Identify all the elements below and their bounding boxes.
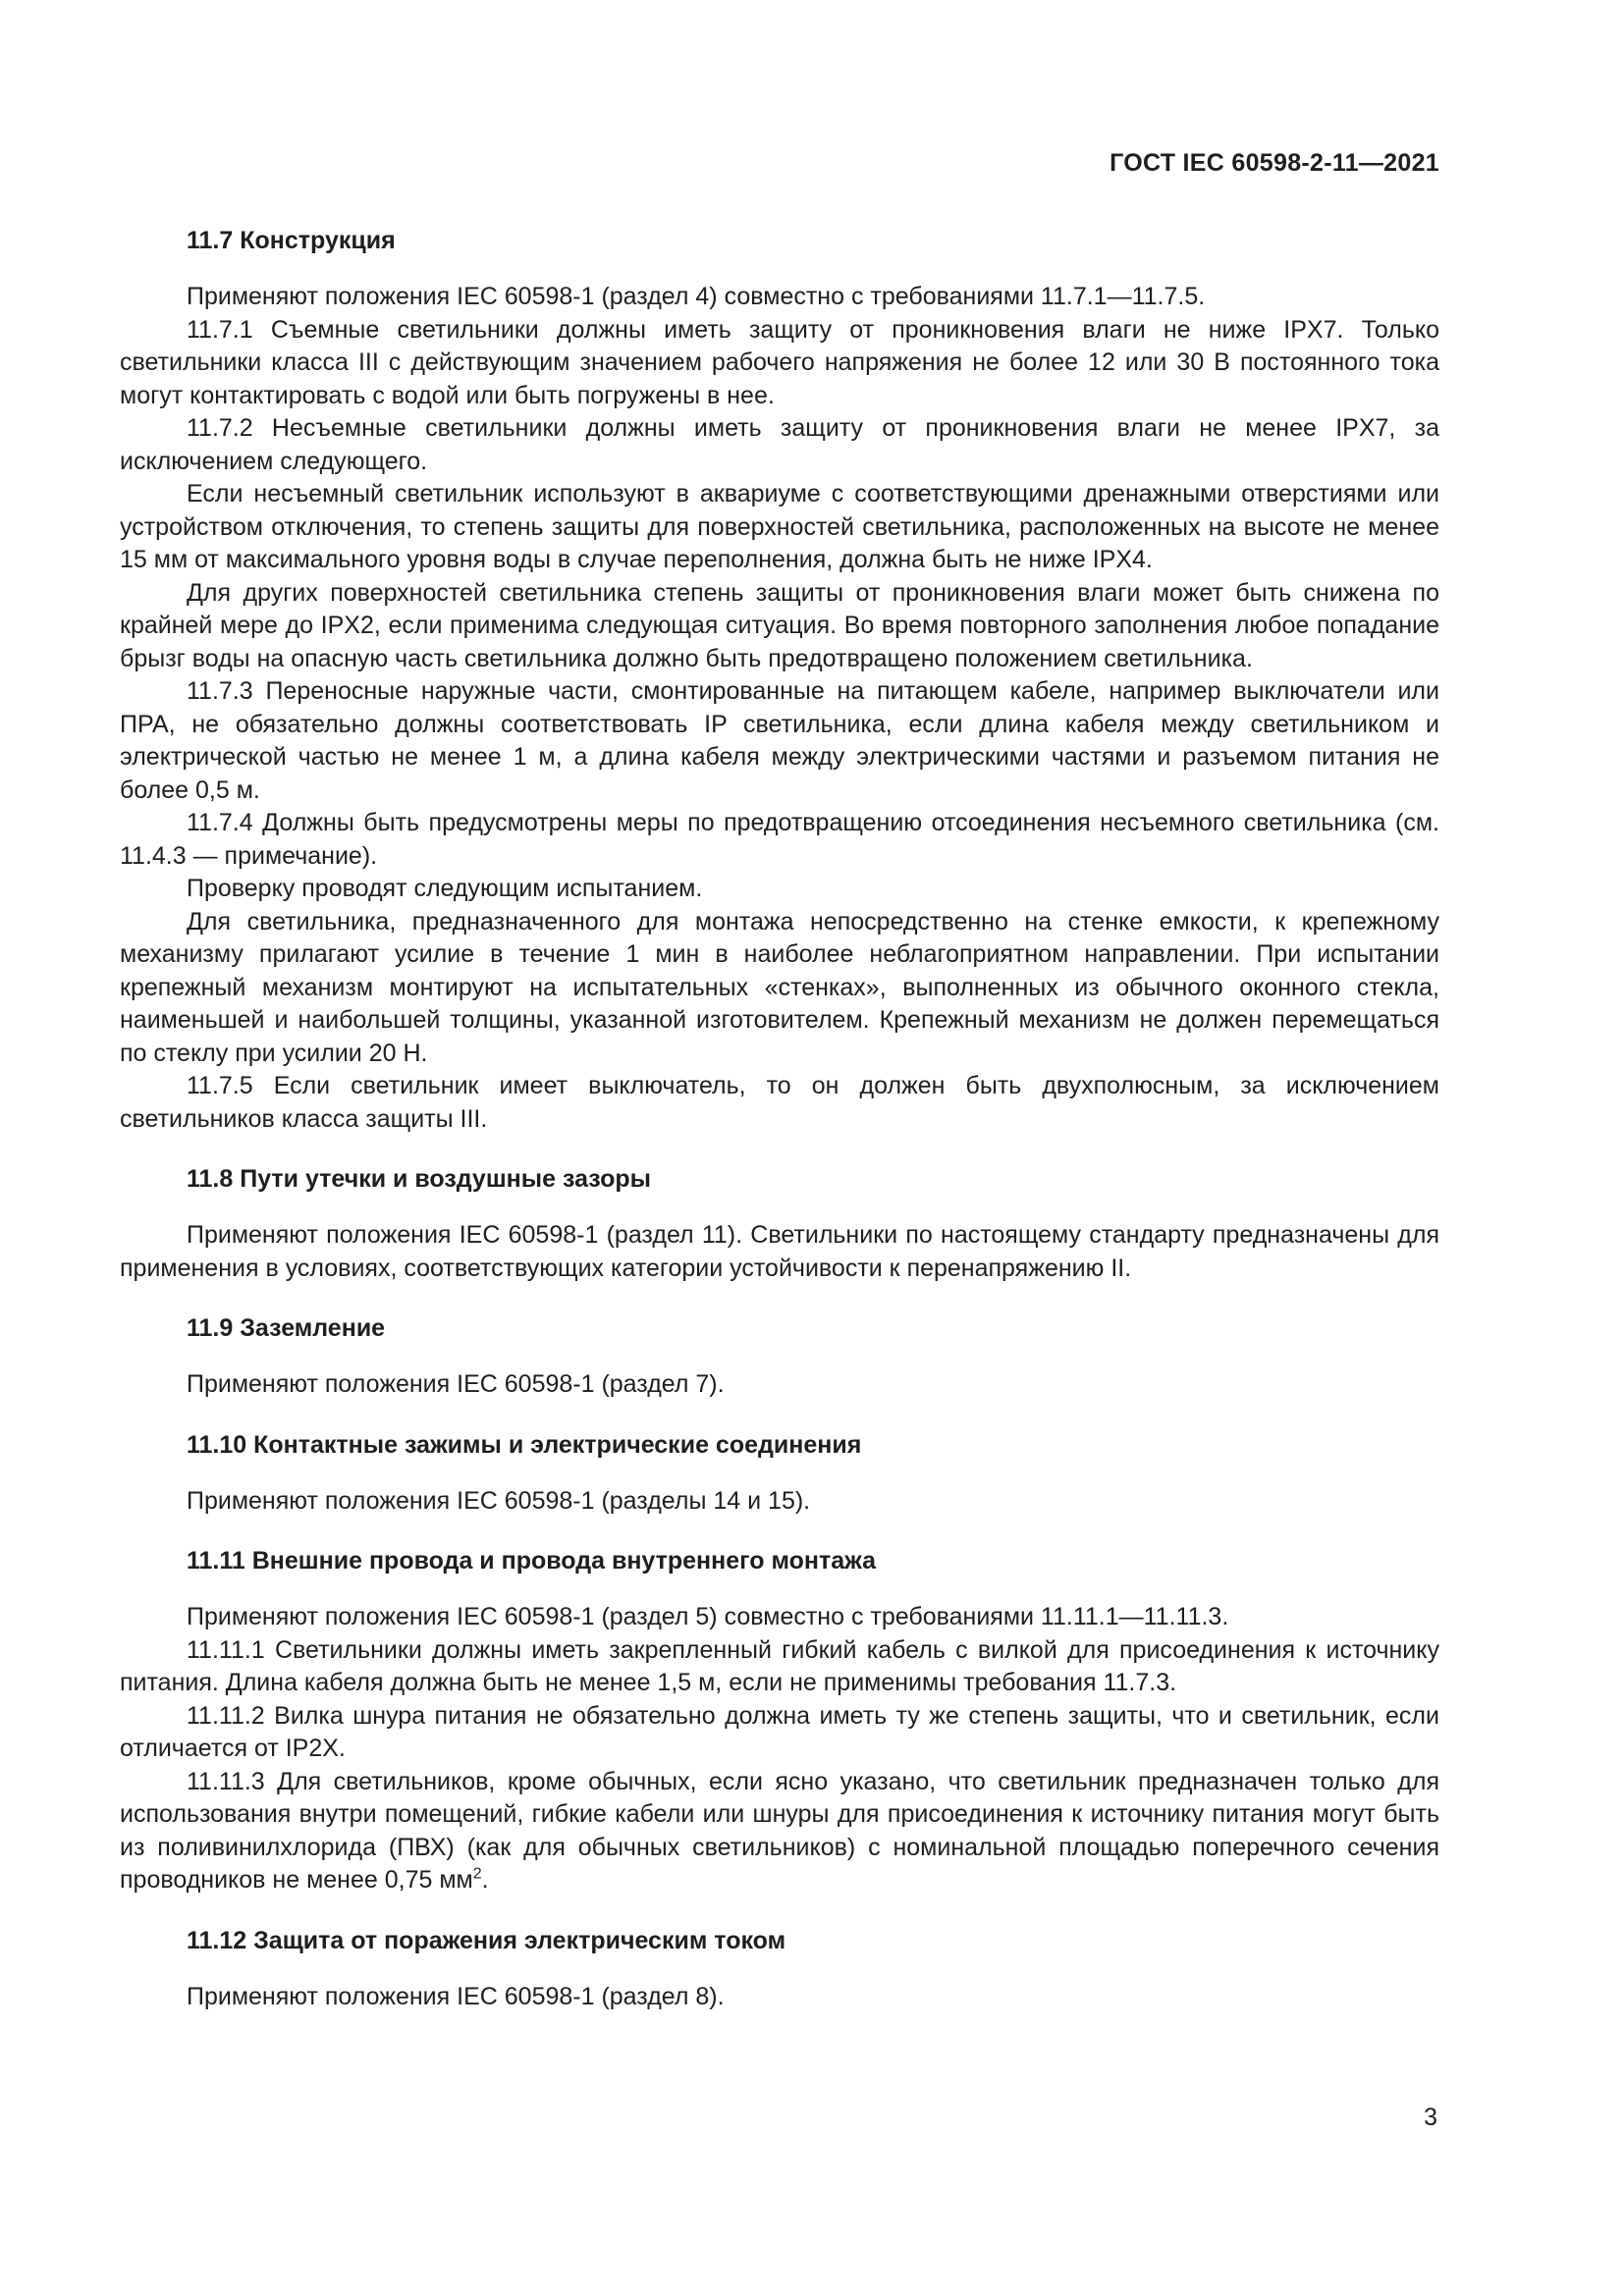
paragraph	[120, 1766, 1439, 1897]
paragraph: Применяют положения IEC 60598-1 (раздел 4) совместно с требованиями 11.7.1—11.7.5.	[187, 283, 1206, 310]
paragraph: Применяют положения IEC 60598-1 (раздел 8).	[187, 1982, 725, 2010]
section-11-7	[120, 225, 1439, 1136]
section-11-12	[120, 1925, 1439, 2014]
section-heading: 11.7 Конструкция	[187, 227, 396, 254]
paragraph-end: .	[481, 1866, 489, 1894]
section-11-11	[120, 1545, 1439, 1897]
paragraph-text: 11.11.3 Для светильников, кроме обычных, если ясно указано, что светильник предназначен только для использования внутри помещений, гибкие кабели или шнуры для присоединения к источнику питания могут быть из поливинилхлорида (ПВХ) (как для обычных светильников) с номинальной площадью поперечного сечения проводников не менее 0,75 мм	[120, 1767, 1439, 1894]
paragraph: Для светильника, предназначенного для монтажа непосредственно на стенке емкости, к крепежному механизму прилагают усилие в течение 1 мин в наиболее неблагоприятном направлении. При испытании крепежный механизм монтируют на испытательных «стенках», выполненных из обычного оконного стекла, наименьшей и наибольшей толщины, указанной изготовителем. Крепежный механизм не должен перемещаться по стеклу при усилии 20 Н.	[120, 907, 1439, 1067]
paragraph: 11.11.1 Светильники должны иметь закрепленный гибкий кабель с вилкой для присоединения к источнику питания. Длина кабеля должна быть не менее 1,5 м, если не применимы требования 11.7.3.	[120, 1635, 1439, 1696]
section-heading: 11.9 Заземление	[187, 1314, 386, 1342]
paragraph: Применяют положения IEC 60598-1 (разделы 14 и 15).	[187, 1486, 811, 1515]
paragraph: 11.7.4 Должны быть предусмотрены меры по предотвращению отсоединения несъемного светильника (см. 11.4.3 — примечание).	[120, 809, 1439, 870]
paragraph: Если несъемный светильник используют в аквариуме с соответствующими дренажными отверстиями или устройством отключения, то степень защиты для поверхностей светильника, расположенных на высоте не менее 15 мм от максимального уровня воды в случае переполнения, должна быть не ниже IPX4.	[120, 480, 1439, 573]
paragraph: Для других поверхностей светильника степень защиты от проникновения влаги может быть снижена по крайней мере до IPX2, если применима следующая ситуация. Во время повторного заполнения любое попадание брызг воды на опасную часть светильника должно быть предотвращено положением светильника.	[120, 578, 1439, 672]
paragraph: 11.7.2 Несъемные светильники должны иметь защиту от проникновения влаги не менее IPX7, за исключением следующего.	[120, 414, 1439, 475]
paragraph: 11.7.5 Если светильник имеет выключатель, то он должен быть двухполюсным, за исключением светильников класса защиты III.	[120, 1072, 1439, 1133]
section-11-9	[120, 1312, 1439, 1402]
section-heading: 11.11 Внешние провода и провода внутреннего монтажа	[187, 1547, 877, 1575]
paragraph: 11.7.3 Переносные наружные части, смонтированные на питающем кабеле, например выключатели или ПРА, не обязательно должны соответствовать IP светильника, если длина кабеля между светильником и электрической частью не менее 1 м, а длина кабеля между электрическими частями и разъемом питания не более 0,5 м.	[120, 677, 1439, 804]
page-number: 3	[1424, 2104, 1437, 2131]
section-heading: 11.12 Защита от поражения электрическим током	[187, 1926, 786, 1954]
section-11-10	[120, 1429, 1439, 1519]
section-heading: 11.10 Контактные зажимы и электрические соединения	[187, 1430, 862, 1459]
paragraph: Применяют положения IEC 60598-1 (раздел 5) совместно с требованиями 11.11.1—11.11.3.	[187, 1603, 1229, 1630]
paragraph: 11.11.2 Вилка шнура питания не обязательно должна иметь ту же степень защиты, что и светильник, если отличается от IP2X.	[120, 1701, 1439, 1762]
document-header: ГОСТ IEC 60598-2-11—2021	[1110, 149, 1439, 177]
superscript: 2	[472, 1865, 482, 1883]
section-heading: 11.8 Пути утечки и воздушные зазоры	[187, 1165, 651, 1193]
paragraph: Применяют положения IEC 60598-1 (раздел 11). Светильники по настоящему стандарту предназначены для применения в условиях, соответствующих категории устойчивости к перенапряжению II.	[120, 1221, 1439, 1282]
document-body	[120, 225, 1439, 2041]
paragraph: 11.7.1 Съемные светильники должны иметь защиту от проникновения влаги не ниже IPX7. Только светильники класса III с действующим значением рабочего напряжения не более 12 или 30 В постоянного тока могут контактировать с водой или быть погружены в нее.	[120, 315, 1439, 409]
section-11-8	[120, 1163, 1439, 1285]
paragraph: Проверку проводят следующим испытанием.	[187, 875, 703, 902]
paragraph: Применяют положения IEC 60598-1 (раздел 7).	[187, 1370, 725, 1398]
